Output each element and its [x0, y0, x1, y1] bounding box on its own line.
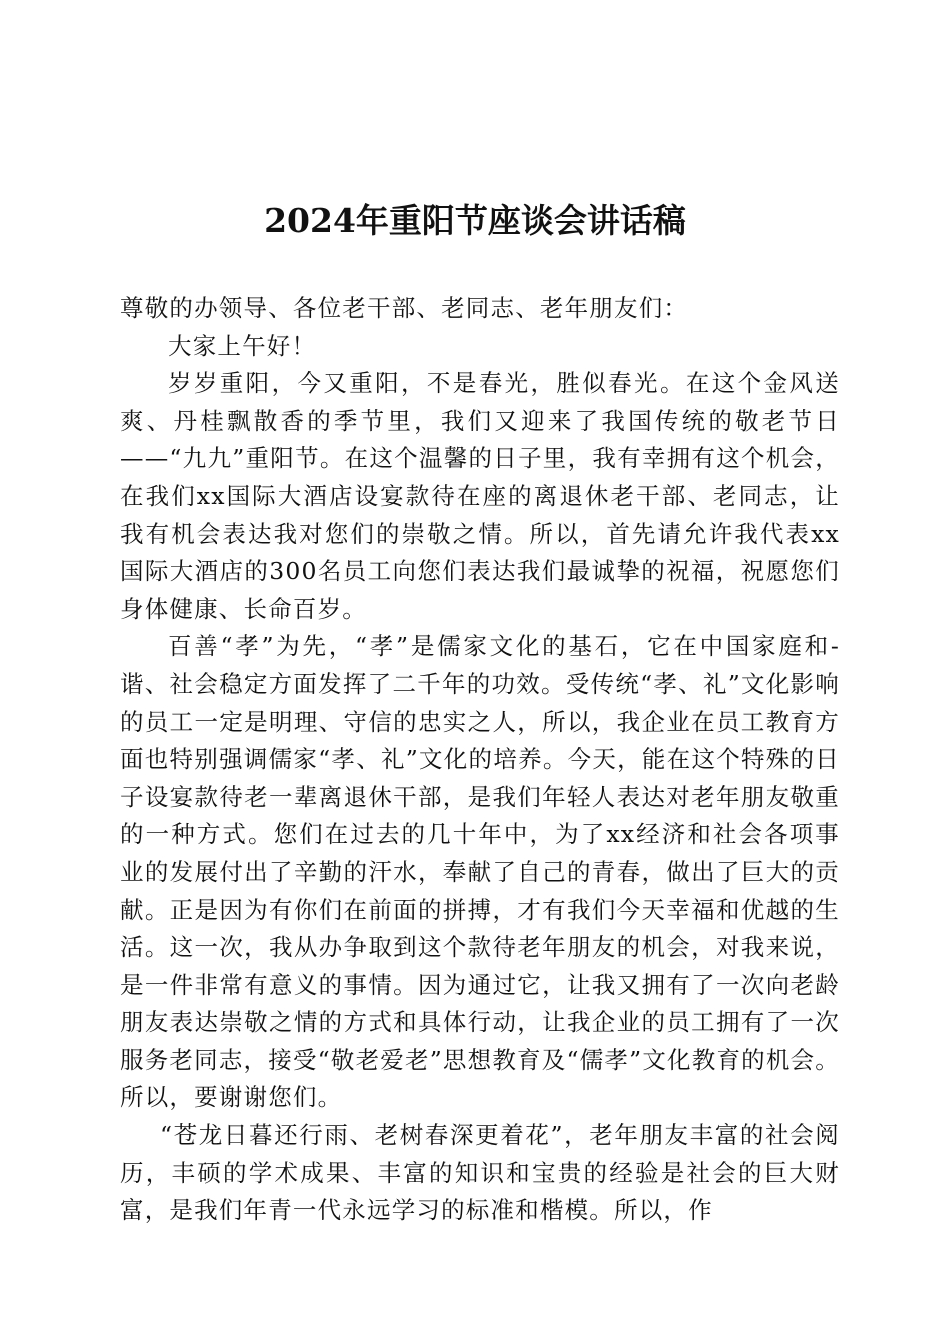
salutation: 尊敬的办领导、各位老干部、老同志、老年朋友们：	[120, 294, 689, 322]
paragraph-1: 岁岁重阳，今又重阳，不是春光，胜似春光。在这个金风送爽、丹桂飘散香的季节里，我们又迎来了我国传统的敬老节日——“九九”重阳节。在这个温馨的日子里，我有幸拥有这个机会，在我们xx国际大酒店设宴款待在座的离退休老干部、老同志，让我有机会表达我对您们的崇敬之情。所以，首先请允许我代表xx国际大酒店的300名员工向您们表达我们最诚挚的祝福，祝愿您们身体健康、长命百岁。	[120, 369, 840, 623]
document-body	[120, 290, 840, 1230]
greeting: 大家上午好！	[168, 331, 317, 360]
paragraph-3: “苍龙日暮还行雨、老树春深更着花”，老年朋友丰富的社会阅历，丰硕的学术成果、丰富的知识和宝贵的经验是社会的巨大财富，是我们年青一代永远学习的标准和楷模。所以，作	[120, 1121, 840, 1225]
paragraph-2: 百善“孝”为先，“孝”是儒家文化的基石，它在中国家庭和-谐、社会稳定方面发挥了二千年的功效。受传统“孝、礼”文化影响的员工一定是明理、守信的忠实之人，所以，我企业在员工教育方面也特别强调儒家“孝、礼”文化的培养。今天，能在这个特殊的日子设宴款待老一辈离退休干部，是我们年轻人表达对老年朋友敬重的一种方式。您们在过去的几十年中，为了xx经济和社会各项事业的发展付出了辛勤的汗水，奉献了自己的青春，做出了巨大的贡献。正是因为有你们在前面的拼搏，才有我们今天幸福和优越的生活。这一次，我从办争取到这个款待老年朋友的机会，对我来说，是一件非常有意义的事情。因为通过它，让我又拥有了一次向老龄朋友表达崇敬之情的方式和具体行动，让我企业的员工拥有了一次服务老同志，接受“敬老爱老”思想教育及“儒孝”文化教育的机会。所以，要谢谢您们。	[120, 632, 840, 1112]
document-title: 2024年重阳节座谈会讲话稿	[264, 201, 686, 240]
